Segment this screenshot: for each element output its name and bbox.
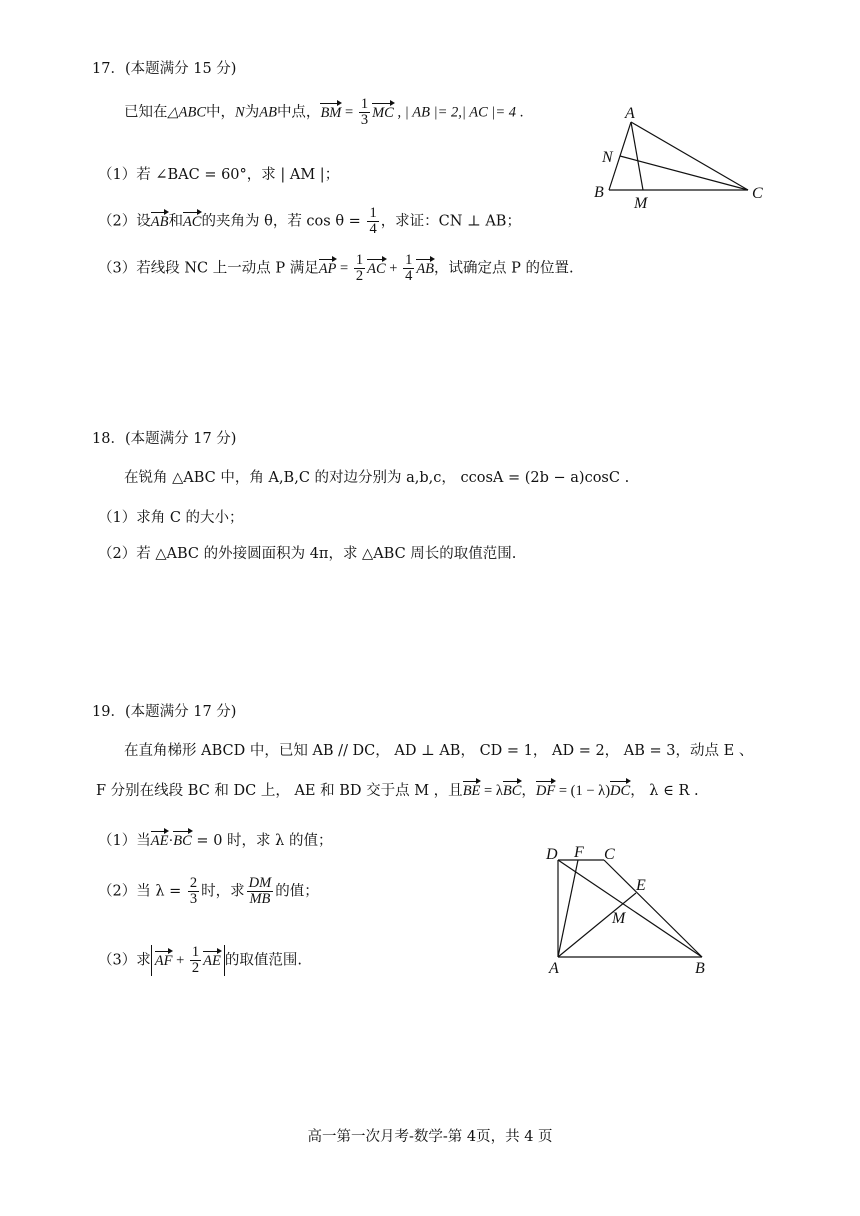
q17-part2-vec-ab: AB (151, 211, 169, 231)
q17-frac-num: 1 (360, 96, 369, 112)
q17-part3-quarter-num: 1 (405, 252, 413, 268)
q19-part2-mid: 时，求 (201, 883, 245, 900)
q17-ab: AB (259, 104, 277, 121)
q19-label-c: C (604, 846, 615, 863)
q19-part3-vec-ae: AE (203, 950, 221, 970)
q17-segment-am (631, 122, 643, 190)
q19-stem-line2 (96, 779, 699, 800)
q17-part3-quarter-den: 4 (405, 268, 413, 285)
q17-stem: 已知在△ABC中，N为AB中点，BM = $\frac{1}{3}$ MC , | AB |= 2,| AC |= 4 . (124, 96, 524, 129)
q19-part3-frac-half (190, 945, 201, 976)
q19-vec-bc: BC (503, 780, 522, 800)
q19-part3-plus: + (172, 952, 188, 969)
q19-part1-pre: （1）当 (98, 833, 151, 849)
q17-n: N (235, 104, 245, 121)
q19-label-d: D (546, 846, 558, 863)
page-footer: 高一第一次月考-数学-第 4页，共 4 页 (307, 1129, 553, 1145)
q19-label-m: M (612, 910, 626, 927)
q19-part1 (98, 829, 332, 850)
q19-trapezoid-figure (540, 840, 720, 980)
q19-diagonal-db (558, 860, 702, 957)
q19-part2-mb: MB (249, 891, 271, 908)
q17-label-b: B (594, 184, 604, 201)
q19-label-f: F (574, 844, 584, 861)
q19-part3-num: 1 (191, 944, 200, 960)
q17-frac-1-3 (359, 97, 370, 128)
q18-stem: 在锐角 △ABC 中，角 A,B,C 的对边分别为 a,b,c， ccosA = (2b − a)cosC . (124, 470, 630, 486)
q19-part1-vec-ae: AE (151, 830, 169, 850)
q19-comma: ， (521, 783, 536, 799)
q17-part2-num: 1 (369, 205, 377, 221)
q19-part3-vec-af: AF (155, 950, 173, 970)
q19-eq2: = (1 − λ) (555, 783, 611, 799)
q17-label-a: A (625, 105, 635, 122)
q17-is: 为 (244, 104, 260, 121)
q17-part3-vec-ac: AC (367, 258, 386, 278)
q19-vec-be: BE (463, 780, 481, 800)
q19-part2-num: 2 (189, 875, 198, 891)
q19-part1-end: = 0 时，求 λ 的值； (191, 833, 333, 849)
q17-midpoint: 中点， (276, 104, 321, 121)
q19-side-cb (604, 860, 702, 957)
q19-stem-line1: 在直角梯形 ABCD 中，已知 AB // DC， AD ⊥ AB， CD = 1， AD = 2， AB = 3，动点 E 、 (124, 743, 754, 759)
q19-label-b: B (695, 960, 705, 977)
q17-part2-den: 4 (369, 221, 377, 238)
q19-part2-dm: DM (248, 875, 272, 891)
q17-vec-mc: MC (372, 102, 394, 122)
q19-part3 (98, 945, 302, 976)
q17-label-m: M (634, 195, 648, 212)
q17-part3-frac-quarter (403, 253, 414, 284)
q19-part2-end: 的值； (275, 883, 319, 900)
q17-part2 (98, 206, 521, 237)
q17-part3-eq: = (336, 260, 352, 277)
q17-lengths: | AB |= 2,| AC |= 4 (404, 104, 517, 121)
q17-segment-nc (620, 156, 748, 190)
q17-part3-pre: （3）若线段 NC 上一动点 P 满足 (98, 260, 319, 277)
q17-triangle: △ABC (167, 104, 207, 121)
q19-header: 19．(本题满分 17 分) (92, 704, 237, 720)
q17-part2-vec-ac: AC (183, 211, 202, 231)
q19-part1-vec-bc: BC (173, 830, 192, 850)
q17-part3-end: ，试确定点 P 的位置. (434, 260, 574, 277)
q18-part2: （2）若 △ABC 的外接圆面积为 4π，求 △ABC 周长的取值范围. (98, 546, 517, 562)
q17-part2-and: 和 (168, 213, 183, 230)
q17-frac-den: 3 (360, 112, 369, 129)
q17-part3-vec-ap: AP (319, 258, 337, 278)
q19-vec-dc: DC (610, 780, 630, 800)
q17-part1: （1）若 ∠BAC = 60°，求 | AM |； (98, 167, 340, 183)
q19-part3-end: 的取值范围. (224, 952, 302, 969)
q17-eq: = (341, 104, 357, 121)
q17-part3-frac-half (354, 253, 365, 284)
q18-header: 18．(本题满分 17 分) (92, 431, 237, 447)
q17-part2-pre: （2）设 (98, 213, 151, 230)
q19-label-e: E (636, 877, 646, 894)
q19-part2-pre: （2）当 λ = (98, 883, 186, 900)
q17-part2-frac (367, 206, 378, 237)
q19-part2-frac-lambda (188, 876, 199, 907)
q18-part1: （1）求角 C 的大小； (98, 510, 244, 526)
q17-label-c: C (752, 185, 763, 202)
q17-triangle-figure (588, 104, 768, 214)
q19-label-a: A (549, 960, 559, 977)
q19-part3-abs (151, 945, 225, 976)
q17-part2-end: ，求证：CN ⊥ AB； (380, 213, 521, 230)
q17-vec-bm: BM (320, 102, 341, 122)
q19-part1-dot: · (168, 833, 174, 849)
q17-part3-plus: + (385, 260, 402, 277)
q19-stem2-end: ， λ ∈ R . (630, 783, 699, 799)
q19-part2-frac-dm-mb (247, 876, 274, 907)
q17-part3-half-den: 2 (355, 268, 364, 285)
q17-part3-half-num: 1 (355, 252, 364, 268)
q17-stem-mid: 中， (206, 104, 236, 121)
q19-vec-df: DF (536, 780, 555, 800)
q19-part3-pre: （3）求 (98, 952, 151, 969)
q17-part2-mid: 的夹角为 θ，若 cos θ = (201, 213, 366, 230)
q17-part3-vec-ab: AB (416, 258, 434, 278)
q17-header: 17．(本题满分 15 分) (92, 61, 237, 77)
q19-part2-den: 3 (189, 891, 198, 908)
q17-stem-pre: 已知在 (124, 104, 168, 121)
q19-part2 (98, 876, 319, 907)
q17-label-n: N (602, 149, 613, 166)
q19-eq1: = λ (480, 783, 503, 799)
q19-stem2-pre: F 分别在线段 BC 和 DC 上， AE 和 BD 交于点 M ，且 (96, 783, 463, 799)
q19-part3-den: 2 (191, 960, 200, 977)
q17-part3 (98, 253, 574, 284)
q17-side-ac (631, 122, 748, 190)
